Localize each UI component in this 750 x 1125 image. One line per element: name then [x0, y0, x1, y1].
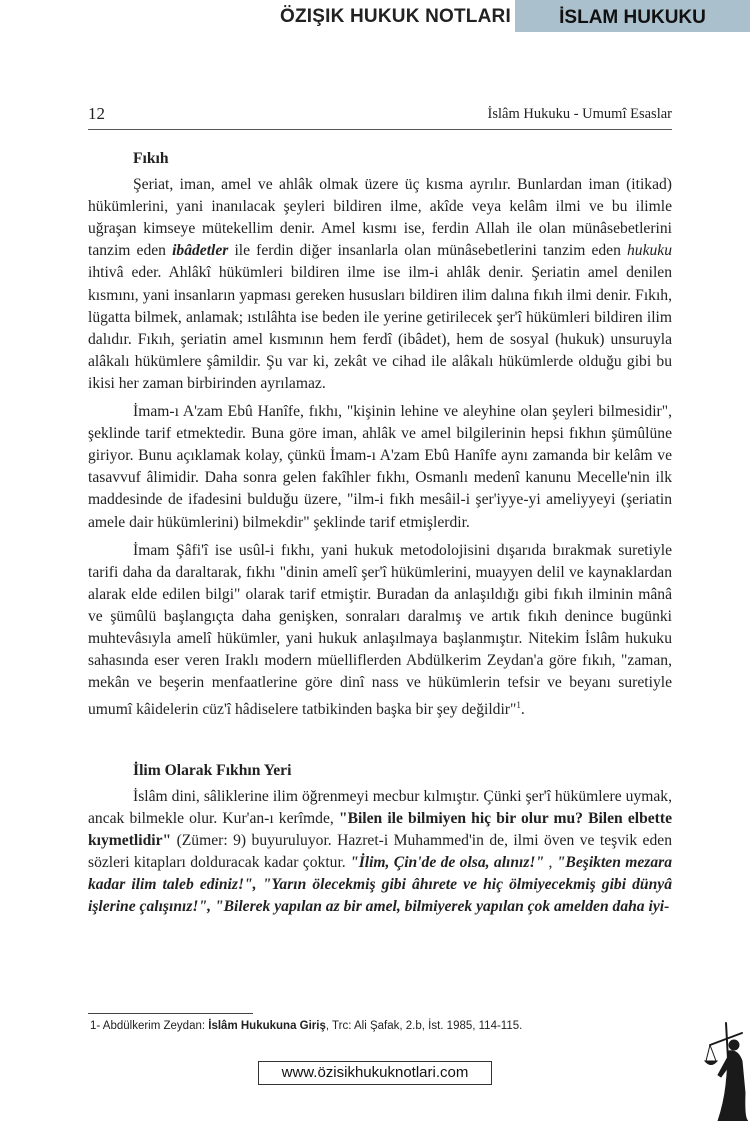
page-body: [88, 148, 672, 918]
footnote-ref: 1: [516, 700, 521, 711]
text-run: ibâdetler: [172, 242, 229, 260]
text-run: .: [520, 701, 525, 719]
text-run: "İlim, Çin'de de olsa, alınız!": [350, 853, 545, 871]
text-run: İmam-ı A'zam Ebû Hanîfe, fıkhı, "kişinin lehine ve aleyhine olan şeyleri bilmesidir", şeklinde tarif etmektedir. Buna göre iman, ahlâk ve amel bilgilerinin hepsi fıkhın şümûlüne giriyor. Bunu açıklamak kolay, çünkü İmam-ı A'zam Ebû Hanîfe aynı zamanda bir kelâm ve tasavvuf âlimidir. Daha sonra gelen fakîhler fıkhı, Osmanlı medenî kanunu Mecelle'nin ilk maddesinde de ifadesini bulduğu üzere, "ilm-i fıkh mesâil-i şer'iyye-yi ameliyyeyi (şeriatin amele dair hükümlerini) bilmekdir" şeklinde tarif etmişlerdir.: [88, 403, 672, 531]
text-run: "Bilen ile bilmiyen hiç bir olur mu? Bilen elbette kıymetlidir": [88, 809, 672, 849]
paragraph: [88, 786, 672, 919]
paragraph: [88, 540, 672, 722]
paragraph: [88, 174, 672, 395]
text-run: ile ferdin diğer insanlarla olan münâsebetlerini tanzim eden: [228, 242, 627, 260]
text-run: (Zümer: 9) buyuruluyor. Hazret-i Muhammed'in de, ilmi öven ve teşvik eden sözleri kitapları dolduracak kadar çoktur.: [88, 831, 672, 871]
website-link[interactable]: www.özisikhukuknotlari.com: [258, 1061, 492, 1085]
running-title: İslâm Hukuku - Umumî Esaslar: [487, 106, 672, 122]
section-heading-fikih: Fıkıh: [133, 150, 169, 167]
text-run: ihtivâ eder. Ahlâkî hükümleri bildiren ilme ise ilm-i ahlâk denir. Şeriatin amel denilen kısmını, yani insanların yapması gereken hususları bildiren ilim dalına fıkıh ilmi denir. Fıkıh, lügatta bilmek, anlamak; ıstılâhta ise beden ile yerine getirilecek şer'î hükümleri bildiren ilim dalıdır. Fıkıh, şeriatin amel kısmının hem ferdî (ibâdet), hem de sosyal (hukuk) unsuruyla alâkalı hükümlere şâmildir. Şu var ki, zekât ve cihad ile alâkalı hükümlerde olduğu gibi bu ikisi her zaman birbirinden ayrılamaz.: [88, 264, 672, 392]
footnote-divider: [88, 1013, 253, 1014]
footnote-number: 1-: [90, 1020, 101, 1032]
header-divider: [88, 129, 672, 130]
text-run: hukuku: [626, 242, 673, 260]
lady-justice-icon: [704, 1015, 748, 1121]
footnote-title: İslâm Hukukuna Giriş: [208, 1020, 326, 1032]
paragraph: [88, 401, 672, 534]
category-label: İSLAM HUKUKU: [515, 0, 750, 32]
site-title: ÖZIŞIK HUKUK NOTLARI: [280, 6, 511, 27]
section-heading-ilim: İlim Olarak Fıkhın Yeri: [133, 761, 292, 779]
text-run: ,: [544, 853, 557, 871]
footnote: [90, 1020, 522, 1032]
text-run: İmam Şâfi'î ise usûl-i fıkhı, yani hukuk metodolojisini dışarıda bırakmak suretiyle tarifi daha da daraltarak, fıkhı "dinin amelî şer'î hükümlerini, muayyen delil ve kaynaklardan alarak elde edilen bilgi" olarak tarif etmiştir. Buradan da anlaşıldığı gibi fıkıh ilminin mânâ ve şümûlü başlangıçta daha genişken, sonraları daralmış ve artık fıkıh denince bugünki muhtevâsıyla amelî hükümler, yani hukuk anlaşılmaya başlanmıştır. Nitekim İslâm hukuku sahasında eser veren Iraklı modern müelliflerden Abdülkerim Zeydan'a göre fıkıh, "zaman, mekân ve beşerin menfaatlerine göre dinî nass ve hükümlerin tefsir ve beyanı suretiyle umumî kâidelerin cüz'î hâdiselere tatbikinden başka bir şey değildir": [88, 541, 672, 719]
page-number: 12: [88, 104, 105, 123]
text-run: İslâm dini, sâliklerine ilim öğrenmeyi mecbur kılmıştır. Çünki şer'î hükümlere uymak, ancak bilmekle olur. Kur'an-ı kerîmde,: [88, 787, 672, 827]
text-run: Şeriat, iman, amel ve ahlâk olmak üzere üç kısma ayrılır. Bunlardan iman (itikad) hükümlerini, yani inanılacak şeyleri bildiren ilme, akîde veya kelâm ilmi ve bu ilimle uğraşan kimseye mütekellim denir. Amel kısmı ise, ferdin Allah ile olan münâsebetlerini tanzim eden: [88, 176, 672, 260]
text-run: "Beşikten mezara kadar ilim taleb ediniz!", "Yarın ölecekmiş gibi âhırete ve hiç ölmiyecekmiş gibi dünyâ işlerine çalışınız!", "Bilerek yapılan az bir amel, bilmiyerek yapılan çok amelden daha iyi-: [88, 853, 672, 916]
footnote-author: Abdülkerim Zeydan:: [102, 1020, 209, 1032]
footnote-citation: , Trc: Ali Şafak, 2.b, İst. 1985, 114-115.: [325, 1020, 523, 1032]
